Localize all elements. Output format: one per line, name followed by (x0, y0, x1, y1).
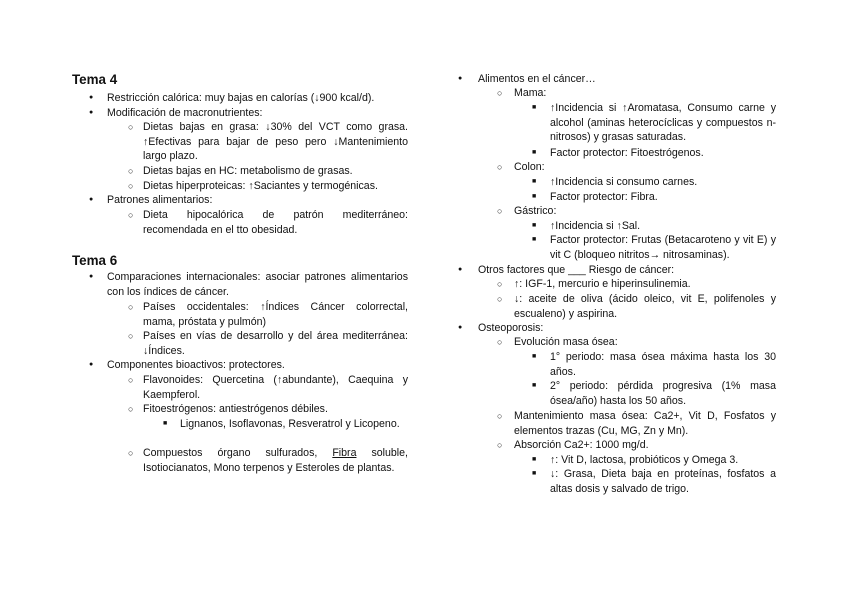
list-item: ○ Colon: (458, 160, 776, 175)
list-item: ○ Mantenimiento masa ósea: Ca2+, Vit D, Fosfatos y elementos trazas (Cu, MG, Zn y Mn). (458, 409, 776, 438)
list-item: ○ Flavonoides: Quercetina (↑abundante), Caequina y Kaempferol. (72, 373, 408, 402)
list-item: ■ ↑Incidencia si ↑Aromatasa, Consumo carne y alcohol (aminas heterocíclicas y compuestos n-nitrosos) y grasas saturadas. (458, 101, 776, 145)
list-item: ○ Evolución masa ósea: (458, 335, 776, 350)
heading-tema-4: Tema 4 (72, 72, 118, 87)
list-item: ○ Absorción Ca2+: 1000 mg/d. (458, 438, 776, 453)
list-item: ■ ↑: Vit D, lactosa, probióticos y Omega 3. (458, 453, 776, 468)
list-item: ■ ↓: Grasa, Dieta baja en proteínas, fosfatos a altas dosis y salvado de trigo. (458, 467, 776, 496)
list-item: ■ Factor protector: Fibra. (458, 190, 776, 205)
list-item: ○ ↓: aceite de oliva (ácido oleico, vit E, polifenoles y escualeno) y aspirina. (458, 292, 776, 321)
list-item: ● Comparaciones internacionales: asociar patrones alimentarios con los índices de cáncer. (72, 270, 408, 299)
heading-tema-6: Tema 6 (72, 253, 118, 268)
list-item: ○ Fitoestrógenos: antiestrógenos débiles. (72, 402, 408, 417)
list-item: ○ Dietas bajas en grasa: ↓30% del VCT como grasa. ↑Efectivas para bajar de peso pero ↓Mantenimiento largo plazo. (72, 120, 408, 164)
list-item: ○ Mama: (458, 86, 776, 101)
item-text: Compuestos órgano sulfurados, (143, 447, 333, 459)
list-item: ○ ↑: IGF-1, mercurio e hiperinsulinemia. (458, 277, 776, 292)
list-item: ■ Factor protector: Frutas (Betacaroteno y vit E) y vit C (bloqueo nitritos→ nitrosaminas). (458, 233, 776, 262)
list-item: ■ Lignanos, Isoflavonas, Resveratrol y Licopeno. (72, 417, 408, 432)
list-item: ○ Dietas hiperproteicas: ↑Saciantes y termogénicas. (72, 179, 408, 194)
list-item: ■ ↑Incidencia si ↑Sal. (458, 219, 776, 234)
list-item: ○ Países occidentales: ↑Índices Cáncer colorrectal, mama, próstata y pulmón) (72, 300, 408, 329)
list-item: ○ Países en vías de desarrollo y del área mediterránea: ↓Índices. (72, 329, 408, 358)
list-item: ■ 1° periodo: masa ósea máxima hasta los 30 años. (458, 350, 776, 379)
list-item: ● Otros factores que ___ Riesgo de cáncer: (458, 263, 776, 278)
fibra-link: Fibra (332, 447, 357, 459)
list-item: ● Osteoporosis: (458, 321, 776, 336)
list-item: ○ Dietas bajas en HC: metabolismo de grasas. (72, 164, 408, 179)
list-item: ● Restricción calórica: muy bajas en calorías (↓900 kcal/d). (72, 91, 408, 106)
list-item (72, 446, 408, 475)
list-item: ● Patrones alimentarios: (72, 193, 408, 208)
item-text: soluble, Isotiocianatos, Mono terpenos y Esteroles de plantas. (143, 447, 408, 474)
list-item: ● Componentes bioactivos: protectores. (72, 358, 408, 373)
list-item: ■ ↑Incidencia si consumo carnes. (458, 175, 776, 190)
list-item: ■ Factor protector: Fitoestrógenos. (458, 146, 776, 161)
list-item: ● Alimentos en el cáncer… (458, 72, 776, 87)
list-item: ○ Gástrico: (458, 204, 776, 219)
list-item: ■ 2° periodo: pérdida progresiva (1% masa ósea/año) hasta los 50 años. (458, 379, 776, 408)
list-item: ● Modificación de macronutrientes: (72, 106, 408, 121)
list-item: ○ Dieta hipocalórica de patrón mediterráneo: recomendada en el tto obesidad. (72, 208, 408, 237)
